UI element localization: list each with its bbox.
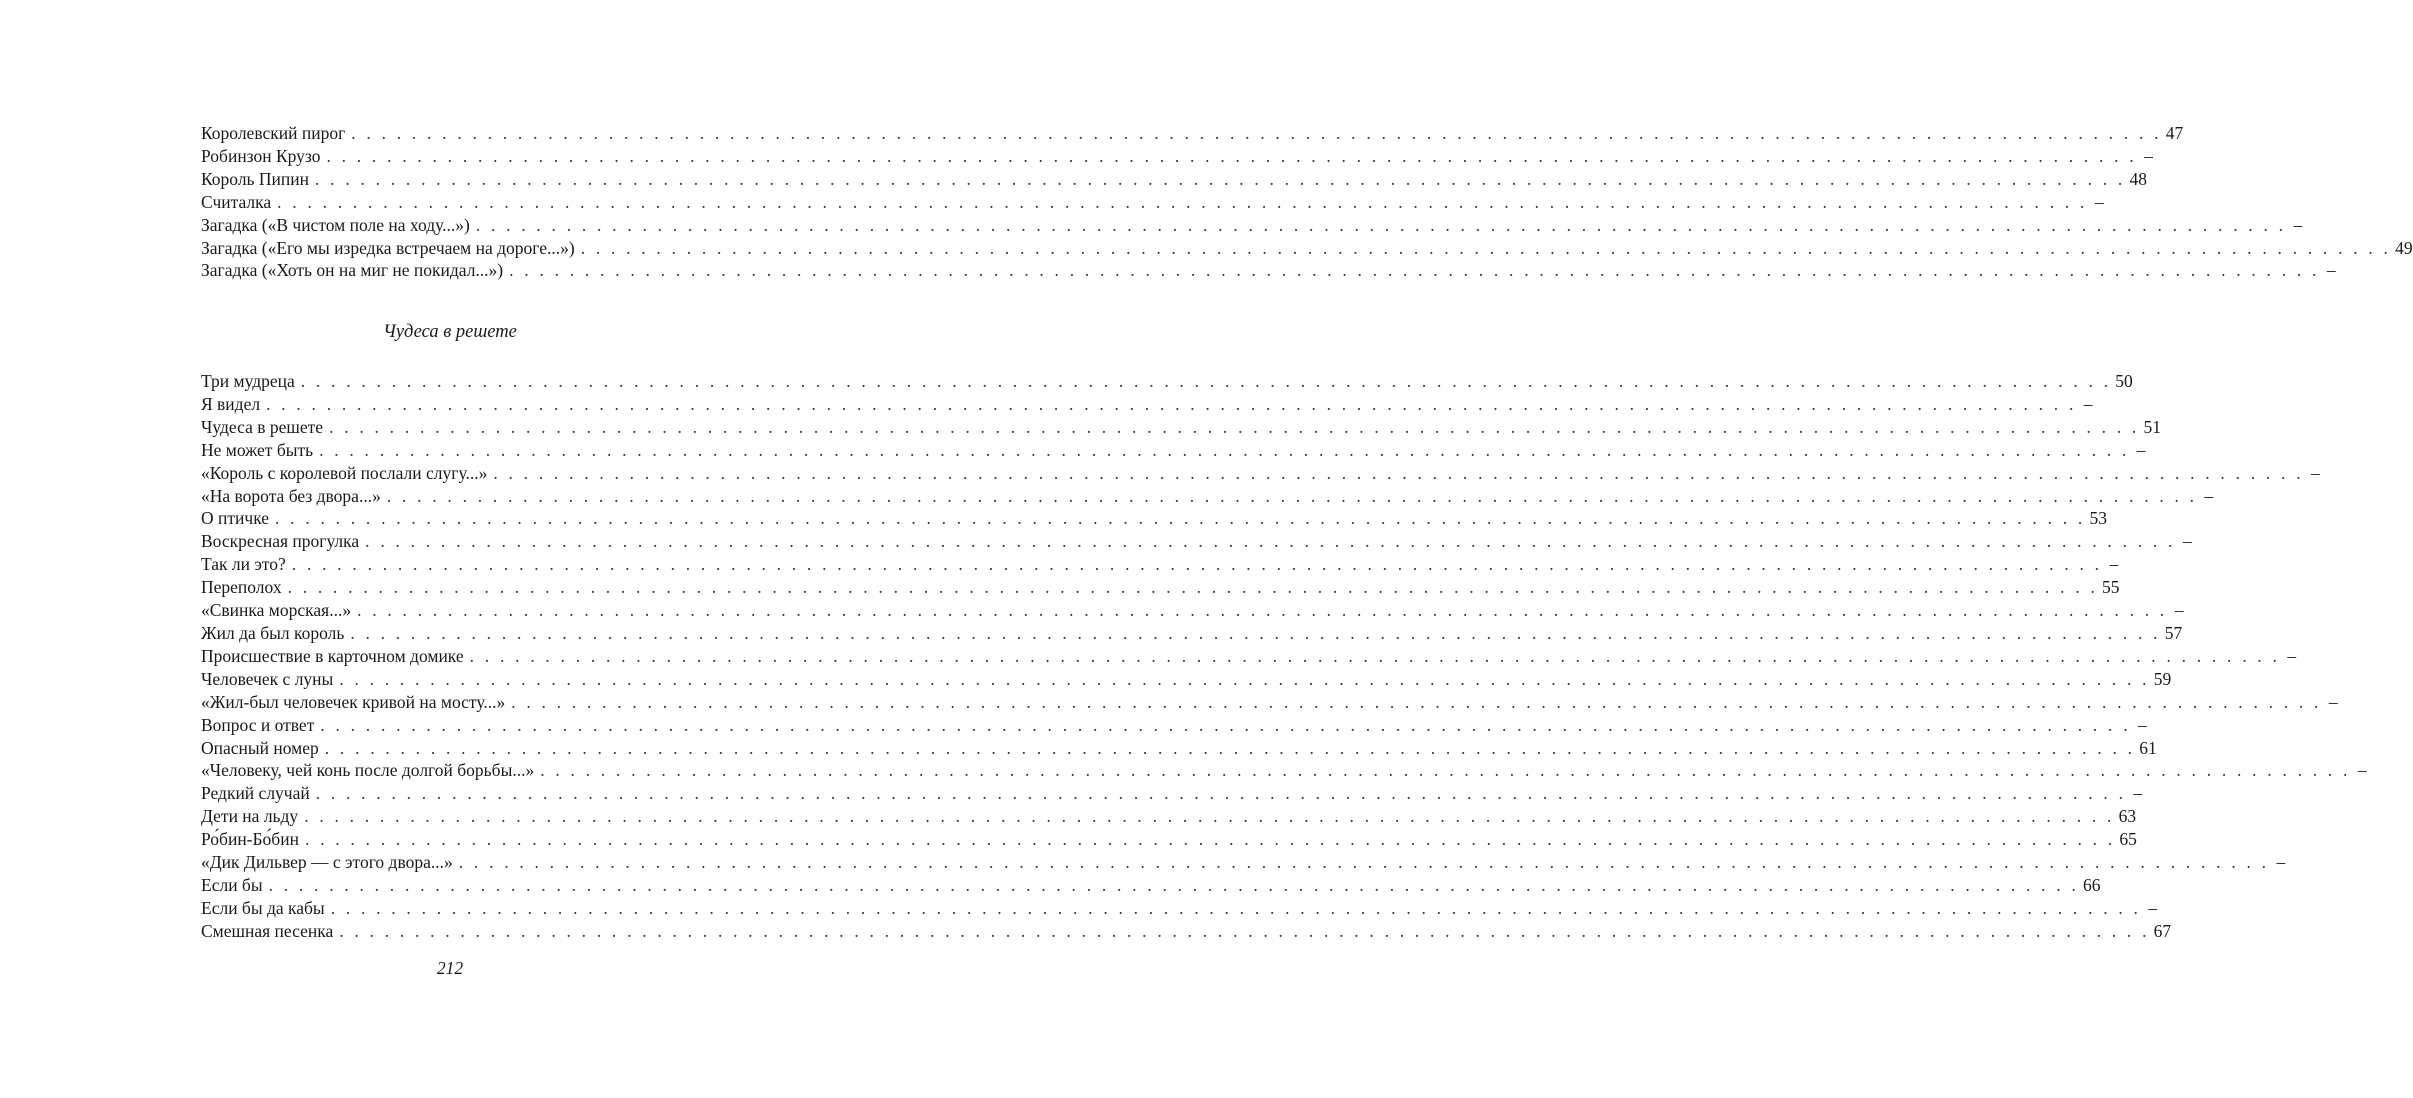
dot-leader: . . . . . . . . . . . . . . . . . . . . . . . . . . . . . . . . . . . . . . . . . . . . . . . . . . . . . . . . . . . . . . . . . . . . . . . . . . . . . . . . . . . . . . . . . . . . . . . . . . . . . . . . . . . . . . . . . . . . . . . . xyxy=(287,577,2099,598)
toc-entry xyxy=(201,805,2137,828)
dot-leader: . . . . . . . . . . . . . . . . . . . . . . . . . . . . . . . . . . . . . . . . . . . . . . . . . . . . . . . . . . . . . . . . . . . . . . . . . . . . . . . . . . . . . . . . . . . . . . . . . . . . . . . . . . . . . . . . . . . . . . . . xyxy=(324,737,2136,758)
toc-entry xyxy=(201,599,2184,622)
toc-entry-page: 57 xyxy=(2164,622,2183,643)
dot-leader: . . . . . . . . . . . . . . . . . . . . . . . . . . . . . . . . . . . . . . . . . . . . . . . . . . . . . . . . . . . . . . . . . . . . . . . . . . . . . . . . . . . . . . . . . . . . . . . . . . . . . . . . . . . . . . . . . . . . . . . . xyxy=(511,691,2322,712)
dot-leader: . . . . . . . . . . . . . . . . . . . . . . . . . . . . . . . . . . . . . . . . . . . . . . . . . . . . . . . . . . . . . . . . . . . . . . . . . . . . . . . . . . . . . . . . . . . . . . . . . . . . . . . . . . . . . . . . . . . . . . . . xyxy=(277,191,2088,212)
toc-entry-page: – xyxy=(2138,714,2147,735)
toc-entry-title: Происшествие в карточном домике xyxy=(201,645,464,666)
toc-entry xyxy=(201,782,2143,805)
toc-entry-page: – xyxy=(2182,531,2192,552)
toc-entry-page: – xyxy=(2148,897,2158,918)
toc-entry-page: – xyxy=(2204,485,2214,506)
toc-entry xyxy=(201,691,2338,714)
toc-entry xyxy=(201,920,2172,943)
toc-entry-page: 59 xyxy=(2153,668,2172,689)
dot-leader: . . . . . . . . . . . . . . . . . . . . . . . . . . . . . . . . . . . . . . . . . . . . . . . . . . . . . . . . . . . . . . . . . . . . . . . . . . . . . . . . . . . . . . . . . . . . . . . . . . . . . . . . . . . . . . . . . . . . . . . . xyxy=(357,600,2168,621)
toc-entry xyxy=(201,393,2093,416)
toc-entry-page: – xyxy=(2094,191,2104,212)
dot-leader: . . . . . . . . . . . . . . . . . . . . . . . . . . . . . . . . . . . . . . . . . . . . . . . . . . . . . . . . . . . . . . . . . . . . . . . . . . . . . . . . . . . . . . . . . . . . . . . . . . . . . . . . . . . . . . . . . . . . . . . . xyxy=(315,783,2127,804)
dot-leader: . . . . . . . . . . . . . . . . . . . . . . . . . . . . . . . . . . . . . . . . . . . . . . . . . . . . . . . . . . . . . . . . . . . . . . . . . . . . . . . . . . . . . . . . . . . . . . . . . . . . . . . . . . . . . . . . . . . . . . . . xyxy=(304,806,2115,827)
dot-leader: . . . . . . . . . . . . . . . . . . . . . . . . . . . . . . . . . . . . . . . . . . . . . . . . . . . . . . . . . . . . . . . . . . . . . . . . . . . . . . . . . . . . . . . . . . . . . . . . . . . . . . . . . . . . . . . . . . . . . . . . xyxy=(320,714,2131,735)
toc-entry xyxy=(201,259,2336,282)
toc-entry-title: Человечек с луны xyxy=(201,668,334,689)
dot-leader: . . . . . . . . . . . . . . . . . . . . . . . . . . . . . . . . . . . . . . . . . . . . . . . . . . . . . . . . . . . . . . . . . . . . . . . . . . . . . . . . . . . . . . . . . . . . . . . . . . . . . . . . . . . . . . . . . . . . . . . . xyxy=(339,668,2150,689)
toc-entry-page: – xyxy=(2133,783,2143,804)
toc-entry xyxy=(201,191,2104,214)
toc-entry-page: – xyxy=(2083,393,2093,414)
toc-entry-title: О птичке xyxy=(201,508,270,529)
toc-entry-title: Король Пипин xyxy=(201,168,310,189)
toc-entry-title: Чудеса в решете xyxy=(201,416,324,437)
dot-leader: . . . . . . . . . . . . . . . . . . . . . . . . . . . . . . . . . . . . . . . . . . . . . . . . . . . . . . . . . . . . . . . . . . . . . . . . . . . . . . . . . . . . . . . . . . . . . . . . . . . . . . . . . . . . . . . . . . . . . . . . xyxy=(275,508,2086,529)
toc-entry-title: Загадка («Хоть он на миг не покидал...») xyxy=(201,260,504,281)
section-heading: Чудеса в решете xyxy=(383,322,517,342)
toc-list-top xyxy=(201,122,2413,282)
dot-leader: . . . . . . . . . . . . . . . . . . . . . . . . . . . . . . . . . . . . . . . . . . . . . . . . . . . . . . . . . . . . . . . . . . . . . . . . . . . . . . . . . . . . . . . . . . . . . . . . . . . . . . . . . . . . . . . . . . . . . . . . xyxy=(266,393,2077,414)
toc-list-section xyxy=(201,370,2367,943)
toc-entry-page: – xyxy=(2144,145,2153,166)
toc-entry-title: «На ворота без двора...» xyxy=(201,485,381,506)
toc-entry-title: Ро́бин-Бо́бин xyxy=(201,829,299,850)
toc-entry xyxy=(201,553,2119,576)
toc-entry xyxy=(201,530,2192,553)
toc-entry xyxy=(201,214,2303,237)
toc-entry-page: 63 xyxy=(2118,806,2137,827)
dot-leader: . . . . . . . . . . . . . . . . . . . . . . . . . . . . . . . . . . . . . . . . . . . . . . . . . . . . . . . . . . . . . . . . . . . . . . . . . . . . . . . . . . . . . . . . . . . . . . . . . . . . . . . . . . . . . . . . . . . . . . . . xyxy=(493,462,2304,483)
toc-entry xyxy=(201,737,2157,760)
dot-leader: . . . . . . . . . . . . . . . . . . . . . . . . . . . . . . . . . . . . . . . . . . . . . . . . . . . . . . . . . . . . . . . . . . . . . . . . . . . . . . . . . . . . . . . . . . . . . . . . . . . . . . . . . . . . . . . . . . . . . . . . xyxy=(540,760,2351,781)
dot-leader: . . . . . . . . . . . . . . . . . . . . . . . . . . . . . . . . . . . . . . . . . . . . . . . . . . . . . . . . . . . . . . . . . . . . . . . . . . . . . . . . . . . . . . . . . . . . . . . . . . . . . . . . . . . . . . . . . . . . . . . . xyxy=(319,439,2130,460)
toc-entry xyxy=(201,759,2367,782)
toc-entry-page: 65 xyxy=(2119,829,2137,850)
toc-entry xyxy=(201,237,2413,260)
toc-entry-page: 48 xyxy=(2129,168,2147,189)
dot-leader: . . . . . . . . . . . . . . . . . . . . . . . . . . . . . . . . . . . . . . . . . . . . . . . . . . . . . . . . . . . . . . . . . . . . . . . . . . . . . . . . . . . . . . . . . . . . . . . . . . . . . . . . . . . . . . . . . . . . . . . . xyxy=(268,874,2080,895)
toc-entry-title: Воскресная прогулка xyxy=(201,531,360,552)
toc-entry-title: Опасный номер xyxy=(201,737,319,758)
toc-entry-title: Смешная песенка xyxy=(201,920,334,941)
toc-entry-page: 55 xyxy=(2102,577,2120,598)
toc-entry-title: Если бы xyxy=(201,874,263,895)
dot-leader: . . . . . . . . . . . . . . . . . . . . . . . . . . . . . . . . . . . . . . . . . . . . . . . . . . . . . . . . . . . . . . . . . . . . . . . . . . . . . . . . . . . . . . . . . . . . . . . . . . . . . . . . . . . . . . . . . . . . . . . . xyxy=(300,371,2112,391)
dot-leader: . . . . . . . . . . . . . . . . . . . . . . . . . . . . . . . . . . . . . . . . . . . . . . . . . . . . . . . . . . . . . . . . . . . . . . . . . . . . . . . . . . . . . . . . . . . . . . . . . . . . . . . . . . . . . . . . . . . . . . . . xyxy=(330,897,2142,918)
toc-entry-title: Я видел xyxy=(201,393,261,414)
toc-entry xyxy=(201,851,2286,874)
dot-leader: . . . . . . . . . . . . . . . . . . . . . . . . . . . . . . . . . . . . . . . . . . . . . . . . . . . . . . . . . . . . . . . . . . . . . . . . . . . . . . . . . . . . . . . . . . . . . . . . . . . . . . . . . . . . . . . . . . . . . . . . xyxy=(339,920,2150,941)
toc-entry xyxy=(201,439,2146,462)
dot-leader: . . . . . . . . . . . . . . . . . . . . . . . . . . . . . . . . . . . . . . . . . . . . . . . . . . . . . . . . . . . . . . . . . . . . . . . . . . . . . . . . . . . . . . . . . . . . . . . . . . . . . . . . . . . . . . . . . . . . . . . . xyxy=(469,645,2281,666)
toc-entry-title: Считалка xyxy=(201,191,272,212)
toc-entry-title: «Король с королевой послали слугу...» xyxy=(201,462,488,483)
toc-entry-title: «Человеку, чей конь после долгой борьбы...» xyxy=(201,760,535,781)
dot-leader: . . . . . . . . . . . . . . . . . . . . . . . . . . . . . . . . . . . . . . . . . . . . . . . . . . . . . . . . . . . . . . . . . . . . . . . . . . . . . . . . . . . . . . . . . . . . . . . . . . . . . . . . . . . . . . . . . . . . . . . . xyxy=(304,829,2116,850)
dot-leader: . . . . . . . . . . . . . . . . . . . . . . . . . . . . . . . . . . . . . . . . . . . . . . . . . . . . . . . . . . . . . . . . . . . . . . . . . . . . . . . . . . . . . . . . . . . . . . . . . . . . . . . . . . . . . . . . . . . . . . . . xyxy=(580,237,2392,258)
toc-entry-title: «Свинка морская...» xyxy=(201,600,352,621)
toc-entry-title: Редкий случай xyxy=(201,783,310,804)
dot-leader: . . . . . . . . . . . . . . . . . . . . . . . . . . . . . . . . . . . . . . . . . . . . . . . . . . . . . . . . . . . . . . . . . . . . . . . . . . . . . . . . . . . . . . . . . . . . . . . . . . . . . . . . . . . . . . . . . . . . . . . . xyxy=(315,168,2126,189)
toc-entry-page: – xyxy=(2276,852,2286,873)
toc-entry-page: – xyxy=(2328,691,2338,712)
toc-entry-page: – xyxy=(2357,760,2367,781)
toc-entry-page: – xyxy=(2311,462,2320,483)
toc-entry-page: 66 xyxy=(2083,874,2101,895)
dot-leader: . . . . . . . . . . . . . . . . . . . . . . . . . . . . . . . . . . . . . . . . . . . . . . . . . . . . . . . . . . . . . . . . . . . . . . . . . . . . . . . . . . . . . . . . . . . . . . . . . . . . . . . . . . . . . . . . . . . . . . . . xyxy=(458,852,2270,873)
toc-entry-title: Жил да был король xyxy=(201,622,345,643)
toc-entry-title: Дети на льду xyxy=(201,806,299,827)
toc-entry xyxy=(201,622,2183,645)
toc-entry-page: – xyxy=(2287,645,2297,666)
toc-entry xyxy=(201,122,2184,145)
dot-leader: . . . . . . . . . . . . . . . . . . . . . . . . . . . . . . . . . . . . . . . . . . . . . . . . . . . . . . . . . . . . . . . . . . . . . . . . . . . . . . . . . . . . . . . . . . . . . . . . . . . . . . . . . . . . . . . . . . . . . . . . xyxy=(386,485,2198,506)
dot-leader: . . . . . . . . . . . . . . . . . . . . . . . . . . . . . . . . . . . . . . . . . . . . . . . . . . . . . . . . . . . . . . . . . . . . . . . . . . . . . . . . . . . . . . . . . . . . . . . . . . . . . . . . . . . . . . . . . . . . . . . . xyxy=(509,260,2320,281)
toc-entry-title: Три мудреца xyxy=(201,371,295,391)
toc-entry-page: 61 xyxy=(2139,737,2157,758)
toc-entry xyxy=(201,462,2320,485)
toc-entry-title: Переполох xyxy=(201,577,282,598)
toc-entry xyxy=(201,668,2172,691)
toc-entry xyxy=(201,145,2153,168)
toc-entry xyxy=(201,416,2162,439)
toc-entry-title: «Жил-был человечек кривой на мосту...» xyxy=(201,691,506,712)
toc-entry-title: «Дик Дильвер — с этого двора...» xyxy=(201,852,453,873)
toc-entry xyxy=(201,897,2158,920)
toc-entry xyxy=(201,168,2147,191)
toc-entry-title: Если бы да кабы xyxy=(201,897,325,918)
toc-entry-page: 53 xyxy=(2089,508,2107,529)
toc-entry-page: 67 xyxy=(2153,920,2172,941)
dot-leader: . . . . . . . . . . . . . . . . . . . . . . . . . . . . . . . . . . . . . . . . . . . . . . . . . . . . . . . . . . . . . . . . . . . . . . . . . . . . . . . . . . . . . . . . . . . . . . . . . . . . . . . . . . . . . . . . . . . . . . . . xyxy=(475,214,2287,235)
dot-leader: . . . . . . . . . . . . . . . . . . . . . . . . . . . . . . . . . . . . . . . . . . . . . . . . . . . . . . . . . . . . . . . . . . . . . . . . . . . . . . . . . . . . . . . . . . . . . . . . . . . . . . . . . . . . . . . . . . . . . . . . xyxy=(291,554,2103,575)
dot-leader: . . . . . . . . . . . . . . . . . . . . . . . . . . . . . . . . . . . . . . . . . . . . . . . . . . . . . . . . . . . . . . . . . . . . . . . . . . . . . . . . . . . . . . . . . . . . . . . . . . . . . . . . . . . . . . . . . . . . . . . . xyxy=(326,145,2137,166)
toc-entry-page: – xyxy=(2174,600,2184,621)
dot-leader: . . . . . . . . . . . . . . . . . . . . . . . . . . . . . . . . . . . . . . . . . . . . . . . . . . . . . . . . . . . . . . . . . . . . . . . . . . . . . . . . . . . . . . . . . . . . . . . . . . . . . . . . . . . . . . . . . . . . . . . . xyxy=(350,622,2161,643)
toc-entry xyxy=(201,485,2214,508)
dot-leader: . . . . . . . . . . . . . . . . . . . . . . . . . . . . . . . . . . . . . . . . . . . . . . . . . . . . . . . . . . . . . . . . . . . . . . . . . . . . . . . . . . . . . . . . . . . . . . . . . . . . . . . . . . . . . . . . . . . . . . . . xyxy=(351,123,2162,143)
dot-leader: . . . . . . . . . . . . . . . . . . . . . . . . . . . . . . . . . . . . . . . . . . . . . . . . . . . . . . . . . . . . . . . . . . . . . . . . . . . . . . . . . . . . . . . . . . . . . . . . . . . . . . . . . . . . . . . . . . . . . . . . xyxy=(365,531,2176,552)
toc-entry-title: Так ли это? xyxy=(201,554,286,575)
toc-entry xyxy=(201,645,2297,668)
toc-entry-page: 47 xyxy=(2165,123,2184,143)
toc-entry-page: – xyxy=(2109,554,2119,575)
toc-entry xyxy=(201,507,2107,530)
toc-entry xyxy=(201,828,2137,851)
toc-entry-page: 51 xyxy=(2143,416,2162,437)
toc-entry xyxy=(201,370,2133,393)
toc-entry-title: Робинзон Крузо xyxy=(201,145,321,166)
toc-entry xyxy=(201,714,2147,737)
toc-entry-title: Загадка («Его мы изредка встречаем на дороге...») xyxy=(201,237,575,258)
dot-leader: . . . . . . . . . . . . . . . . . . . . . . . . . . . . . . . . . . . . . . . . . . . . . . . . . . . . . . . . . . . . . . . . . . . . . . . . . . . . . . . . . . . . . . . . . . . . . . . . . . . . . . . . . . . . . . . . . . . . . . . . xyxy=(329,416,2140,437)
page-number: 212 xyxy=(436,958,464,978)
toc-entry-page: – xyxy=(2293,214,2303,235)
toc-entry-page: 49 xyxy=(2395,237,2413,258)
toc-entry-page: – xyxy=(2136,439,2146,460)
toc-entry-title: Королевский пирог xyxy=(201,123,346,143)
toc-entry-page: 50 xyxy=(2115,371,2133,391)
toc-entry-title: Вопрос и ответ xyxy=(201,714,315,735)
toc-entry-title: Загадка («В чистом поле на ходу...») xyxy=(201,214,470,235)
toc-entry xyxy=(201,576,2120,599)
toc-entry xyxy=(201,874,2101,897)
toc-entry-page: – xyxy=(2326,260,2336,281)
toc-entry-title: Не может быть xyxy=(201,439,314,460)
